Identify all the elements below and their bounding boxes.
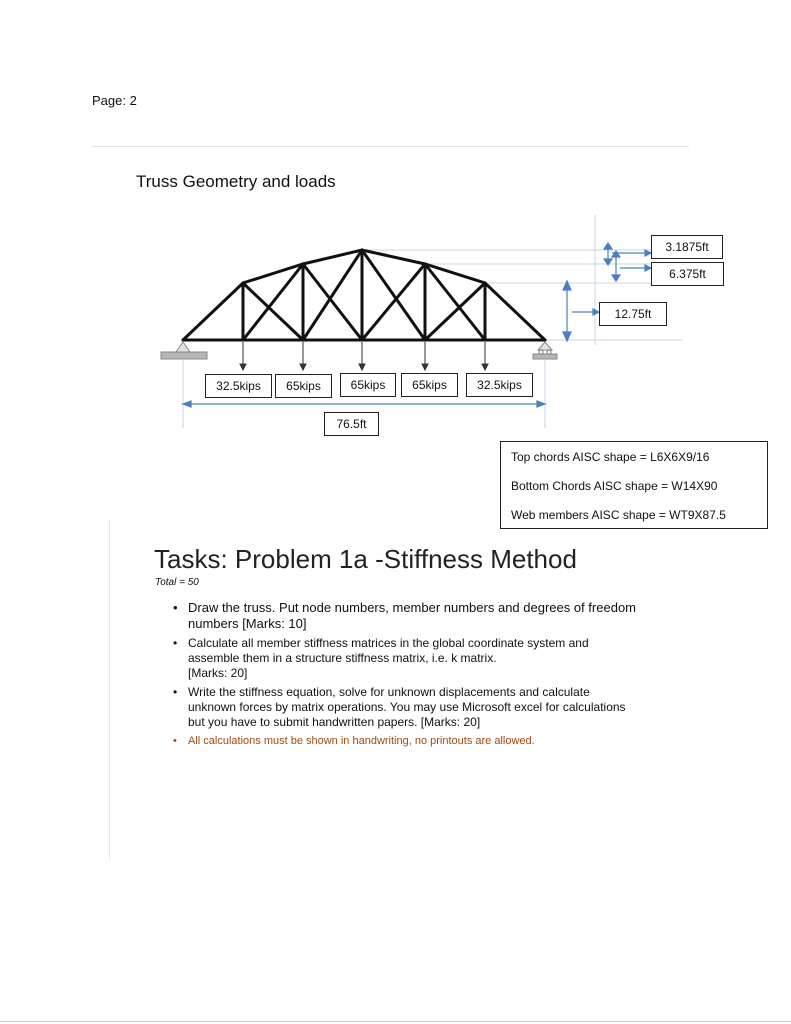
rise-label-1: 3.1875ft bbox=[651, 235, 723, 259]
pin-support bbox=[161, 342, 207, 359]
load-label-1: 32.5kips bbox=[205, 374, 272, 398]
bullet-icon: • bbox=[173, 685, 178, 699]
task-text: All calculations must be shown in handwriting, no printouts are allowed. bbox=[188, 735, 535, 747]
span-label: 76.5ft bbox=[324, 412, 379, 436]
task-item bbox=[168, 600, 688, 632]
figure-title: Truss Geometry and loads bbox=[136, 172, 336, 191]
web-diagonal-4b bbox=[425, 283, 485, 340]
page-label: Page: 2 bbox=[92, 93, 137, 108]
load-arrows bbox=[240, 342, 488, 370]
web-member-shape: Web members AISC shape = WT9X87.5 bbox=[511, 508, 726, 522]
task-text: Draw the truss. Put node numbers, member numbers and degrees of freedom numbers [Marks: 10] bbox=[188, 600, 636, 631]
load-label-4: 65kips bbox=[401, 373, 458, 397]
bottom-chord-shape: Bottom Chords AISC shape = W14X90 bbox=[511, 479, 718, 493]
task-item-warning bbox=[168, 734, 688, 749]
load-label-3: 65kips bbox=[340, 373, 396, 397]
tasks-total: Total = 50 bbox=[155, 577, 199, 588]
top-chord-shape: Top chords AISC shape = L6X6X9/16 bbox=[511, 450, 710, 464]
tasks-title: Tasks: Problem 1a -Stiffness Method bbox=[154, 544, 577, 574]
height-label: 12.75ft bbox=[599, 302, 667, 326]
page-bottom-edge bbox=[0, 1021, 791, 1022]
rise-label-2: 6.375ft bbox=[651, 262, 724, 286]
task-item bbox=[168, 636, 688, 681]
member-shapes-box bbox=[500, 441, 768, 529]
task-text: Write the stiffness equation, solve for unknown displacements and calculate unknown forces by matrix operations. You may use Microsoft excel for calculations but you have to submit handwritten papers. [Marks: 20] bbox=[188, 685, 626, 729]
web-diagonal-1b bbox=[243, 264, 303, 340]
bullet-icon: • bbox=[173, 636, 178, 650]
roller-support bbox=[533, 342, 557, 359]
load-label-5: 32.5kips bbox=[466, 373, 533, 397]
task-list bbox=[168, 600, 688, 753]
margin-rule bbox=[109, 520, 110, 860]
load-label-2: 65kips bbox=[275, 374, 332, 398]
task-item bbox=[168, 685, 688, 730]
web-diagonal-1a bbox=[243, 283, 303, 340]
bullet-icon: • bbox=[173, 600, 178, 615]
task-text: Calculate all member stiffness matrices in the global coordinate system and assemble them in a structure stiffness matrix, i.e. k matrix. [Marks: 20] bbox=[188, 636, 589, 680]
bullet-icon: • bbox=[173, 735, 177, 747]
web-diagonal-4a bbox=[425, 264, 485, 340]
